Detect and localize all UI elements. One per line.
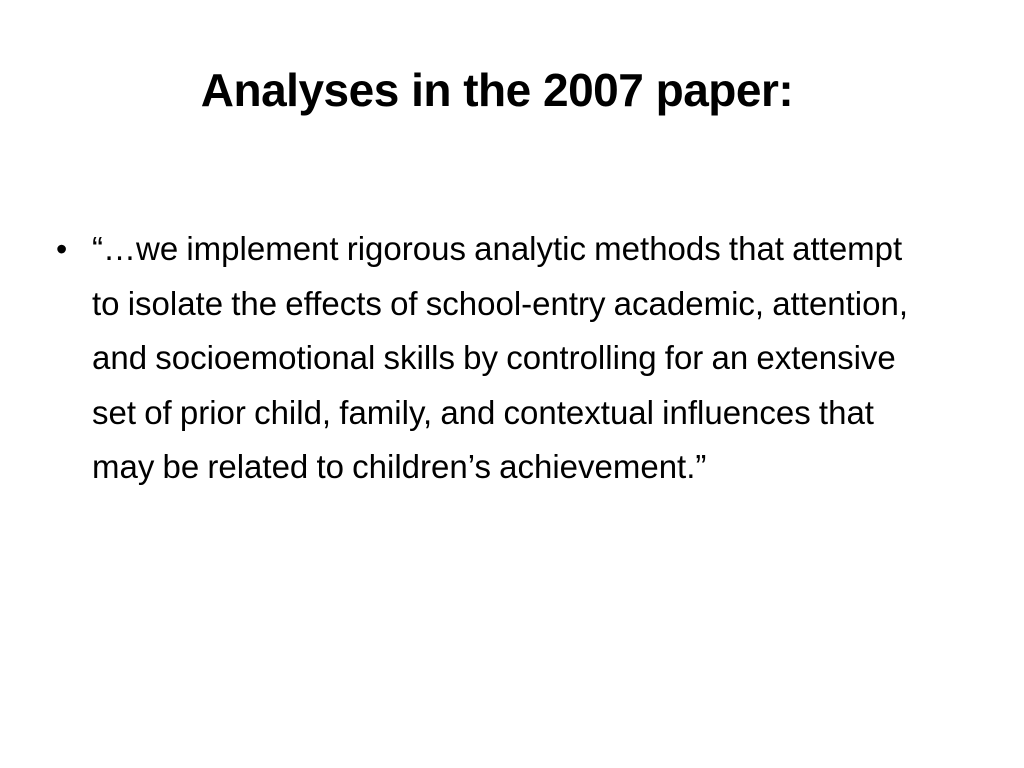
bullet-item xyxy=(56,222,936,495)
quote-text: “…we implement rigorous analytic methods that attempt to isolate the effects of school-entry academic, attention, and socioemotional skills by controlling for an extensive set of prior child, family, and contextual influences that may be related to children’s achievement.” xyxy=(92,230,909,485)
bullet-list xyxy=(56,222,936,495)
bullet-icon: • xyxy=(56,231,68,267)
slide-title: Analyses in the 2007 paper: xyxy=(200,64,794,116)
